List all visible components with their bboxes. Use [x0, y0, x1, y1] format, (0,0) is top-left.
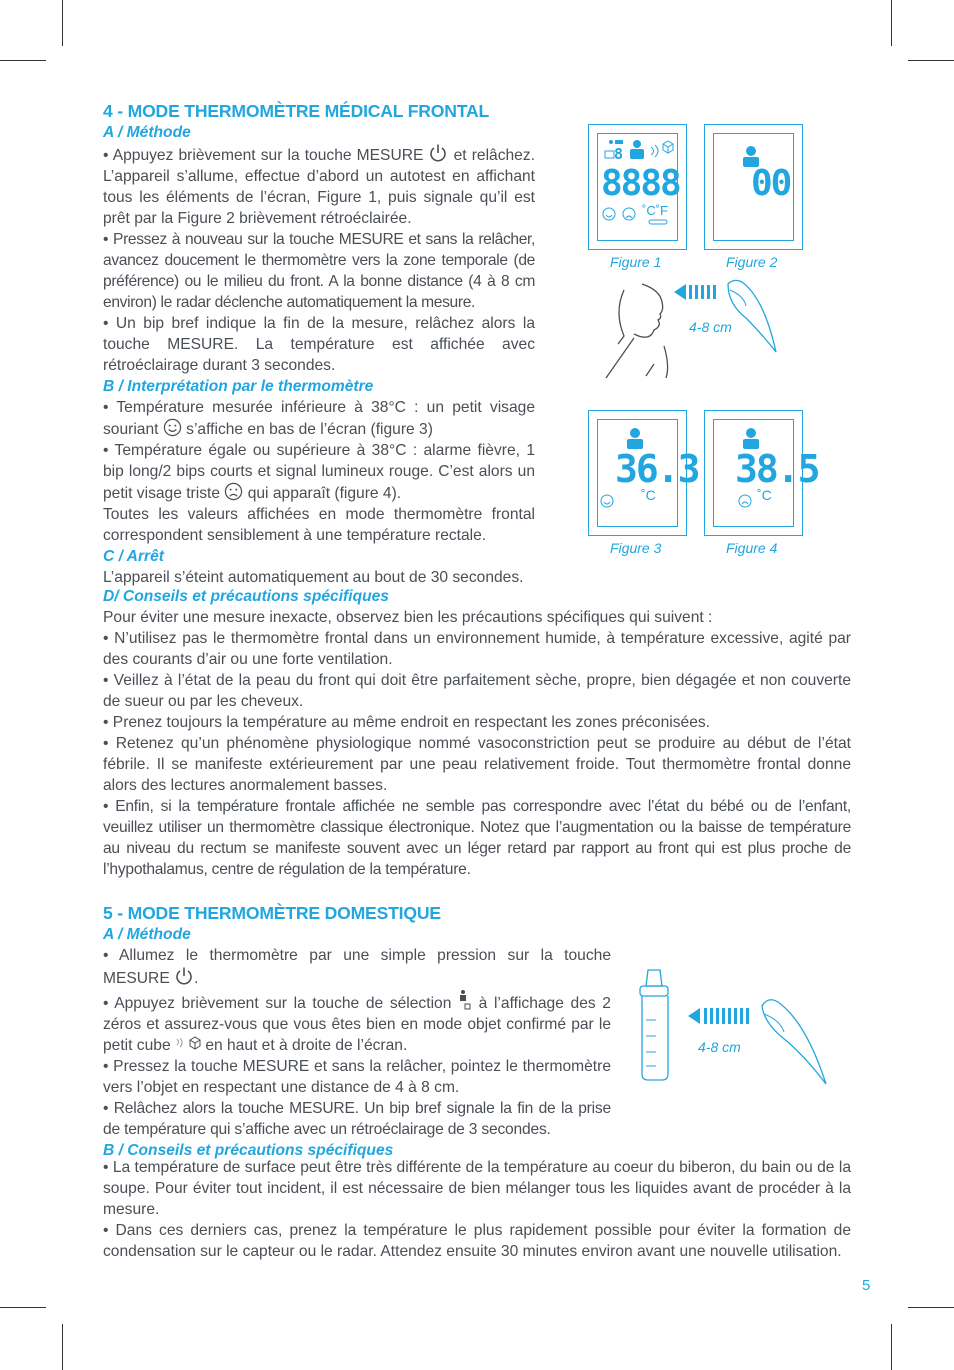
- section5-a-p2: • Appuyez brièvement sur la touche de sélection à l’affichage des 2 zéros et assurez-vous que vous êtes bien en mode objet confirmé par le petit cube en haut et à droite de l’écran.: [103, 989, 611, 1056]
- section4-title: 4 - MODE THERMOMÈTRE MÉDICAL FRONTAL: [103, 101, 490, 121]
- object-cube-icon: [175, 1035, 201, 1053]
- crop-mark: [891, 1324, 892, 1370]
- crop-mark: [891, 0, 892, 46]
- lcd-digits: 00: [751, 163, 791, 204]
- section5-b-title: B / Conseils et précautions spécifiques: [103, 1142, 394, 1159]
- lcd-digits: 38.5: [735, 447, 819, 491]
- section4-b-title: B / Interprétation par le thermomètre: [103, 378, 374, 395]
- section4-d-p4: • Prenez toujours la température au même endroit en respectant les zones préconisées.: [103, 714, 711, 731]
- figure-4-caption: Figure 4: [726, 540, 778, 556]
- lcd-small-digit: 8: [614, 145, 622, 163]
- section5-wide-column: [103, 1157, 851, 1262]
- smiley-face-icon: [163, 418, 182, 437]
- bottle-measurement-illustration: [630, 966, 850, 1090]
- mode-select-icon: [458, 989, 472, 1011]
- crop-mark: [0, 1307, 46, 1308]
- power-icon: [428, 143, 448, 163]
- section5-narrow-column: [103, 902, 611, 1161]
- section4-d-p1: Pour éviter une mesure inexacte, observez bien les précautions spécifiques qui suivent :: [103, 609, 713, 626]
- crop-mark: [908, 60, 954, 61]
- section5-b-p2: • Dans ces derniers cas, prenez la température le plus rapidement possible pour éviter la formation de condensation sur le capteur ou le radar. Attendez ensuite 30 minutes environ avant une nouvelle utilisation.: [103, 1222, 851, 1260]
- section4-a-p2: • Pressez à nouveau sur la touche MESURE et sans la relâcher, avancez doucement le thermomètre vers la zone temporale (de préférence) ou le milieu du front. A la bonne distance (4 à 8 cm environ) le radar déclenche automatiquement la mesure.: [103, 231, 535, 311]
- figure-1-display: [588, 124, 687, 250]
- lcd-digits: 36.3: [615, 447, 699, 491]
- section4-b-p1: • Température mesurée inférieure à 38°C : un petit visage souriant s’affiche en bas de l’écran (figure 3): [103, 399, 535, 438]
- distance-label: 4-8 cm: [689, 319, 732, 335]
- section5-a-p3: • Pressez la touche MESURE et sans la relâcher, pointez le thermomètre vers l’objet en respectant une distance de 4 à 8 cm.: [103, 1058, 611, 1096]
- page-number: 5: [862, 1277, 871, 1294]
- section5-b-p1: • La température de surface peut être très différente de la température au coeur du biberon, du bain ou de la soupe. Pour éviter tout incident, il est nécessaire de bien mélanger tous les liquides avant de procéder à la mesure.: [103, 1159, 851, 1218]
- figure-2-caption: Figure 2: [726, 254, 778, 270]
- section4-a-title: A / Méthode: [103, 124, 191, 141]
- figure-3-display: [588, 410, 699, 536]
- section4-b-p3: Toutes les valeurs affichées en mode thermomètre frontal correspondent sensiblement à une température rectale.: [103, 506, 535, 544]
- crop-mark: [0, 60, 46, 61]
- crop-mark: [62, 0, 63, 46]
- sad-face-icon: [224, 482, 243, 501]
- figure-2-display: [704, 124, 803, 250]
- section4-d-p3: • Veillez à l’état de la peau du front qui doit être parfaitement sèche, propre, bien dégagée et non couverte de sueur ou par les cheveux.: [103, 672, 851, 710]
- crop-mark: [908, 1307, 954, 1308]
- section5-a-p4: • Relâchez alors la touche MESURE. Un bip bref signale la fin de la prise de température qui s’affiche avec un rétroéclairage de 3 secondes.: [103, 1100, 611, 1138]
- section4-wide-column: [103, 586, 851, 880]
- lcd-unit: ˚C: [641, 487, 656, 503]
- lcd-unit: ˚C: [757, 487, 772, 503]
- section5-a-p1: • Allumez le thermomètre par une simple pression sur la touche MESURE .: [103, 947, 611, 987]
- figure-1-caption: Figure 1: [610, 254, 662, 270]
- section4-d-p6: • Enfin, si la température frontale affichée ne semble pas correspondre avec l’état du bébé ou de l’enfant, veuillez utiliser un thermomètre classique électronique. Notez que l’augmentation ou la baisse de température au niveau du rectum se manifeste souvent avec un léger retard par rapport au front qui est plus proche de l’hypothalamus, centre de régulation de la température.: [103, 798, 851, 878]
- crop-mark: [62, 1324, 63, 1370]
- section4-d-p5: • Retenez qu’un phénomène physiologique nommé vasoconstriction peut se produire au début de l’état fébrile. Il se manifeste extérieurement par une peau relativement froide. Tout thermomètre frontal donne alors des lectures anormalement basses.: [103, 735, 851, 794]
- section4-narrow-column: [103, 100, 535, 588]
- section4-b-p2: • Température égale ou supérieure à 38°C : alarme fièvre, 1 bip long/2 bips courts et signal lumineux rouge. C’est alors un petit visage triste qui apparaît (figure 4).: [103, 442, 535, 502]
- section4-a-p3: • Un bip bref indique la fin de la mesure, relâchez alors la touche MESURE. La température est affichée avec rétroéclairage durant 3 secondes.: [103, 315, 535, 374]
- section5-a-title: A / Méthode: [103, 926, 191, 943]
- section4-d-p2: • N’utilisez pas le thermomètre frontal dans un environnement humide, à température excessive, agité par des courants d’air ou une forte ventilation.: [103, 630, 851, 668]
- lcd-digits: 8888: [601, 163, 680, 204]
- distance-label: 4-8 cm: [698, 1039, 741, 1055]
- section4-d-title: D/ Conseils et précautions spécifiques: [103, 588, 389, 605]
- lcd-unit: ˚C˚F: [642, 203, 668, 218]
- section4-c-title: C / Arrêt: [103, 548, 164, 565]
- section4-c-p1: L’appareil s’éteint automatiquement au bout de 30 secondes.: [103, 569, 524, 586]
- section4-a-p1: • Appuyez brièvement sur la touche MESURE et relâchez. L’appareil s’allume, effectue d’abord un autotest en affichant tous les éléments de l’écran, Figure 1, puis signale qu’il est prêt par la Figure 2 brièvement rétroéclairée.: [103, 143, 535, 229]
- power-icon: [174, 966, 194, 986]
- figure-4-display: [704, 410, 819, 536]
- figure-3-caption: Figure 3: [610, 540, 662, 556]
- section5-title: 5 - MODE THERMOMÈTRE DOMESTIQUE: [103, 903, 441, 923]
